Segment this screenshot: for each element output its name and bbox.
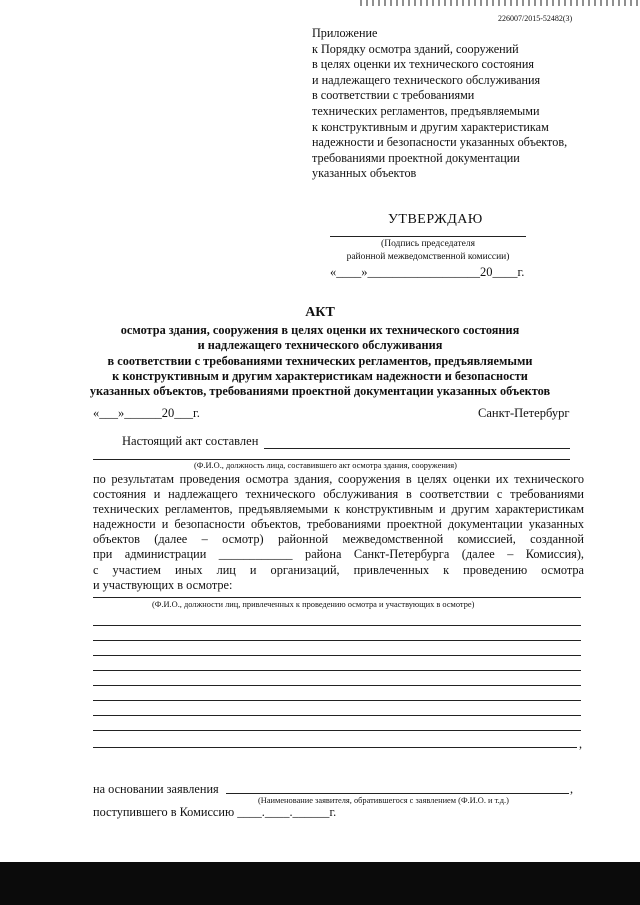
act-date: «___»______20___г. (93, 406, 200, 420)
basis-comma: , (570, 782, 574, 796)
appendix-line: технических регламентов, предъявляемыми (312, 103, 540, 118)
applicant-caption: (Наименование заявителя, обратившегося с заявлением (Ф.И.О. и т.д.) (258, 796, 509, 805)
appendix-line: Приложение (312, 26, 378, 40)
appendix-line: указанных объектов (312, 166, 417, 181)
approval-date: «____»__________________20____г. (330, 265, 525, 279)
heading-line: к конструктивным и другим характеристикам надежности и безопасности (112, 368, 528, 383)
body-line: с участием иных лиц и организаций, привлеченных к проведению осмотра (93, 562, 584, 577)
heading-line: и надлежащего технического обслуживания (197, 338, 443, 353)
appendix-line: в целях оценки их технического состояния (312, 57, 534, 72)
city: Санкт-Петербург (478, 406, 570, 420)
appendix-block (312, 26, 612, 182)
scan-top-edge (360, 0, 640, 6)
body-line: состояния и надлежащего технического обслуживания в соответствии с требованиями (93, 487, 584, 502)
participants-field-line (93, 655, 581, 656)
signature-caption (330, 238, 526, 263)
scan-bottom-bar (0, 862, 640, 905)
appendix-line: к Порядку осмотра зданий, сооружений (312, 41, 519, 56)
appendix-line: надежности и безопасности указанных объектов, (312, 135, 568, 150)
participants-field-line (93, 625, 581, 626)
document-id: 226007/2015-52482(3) (498, 14, 573, 23)
composer-field-line-2 (93, 459, 570, 460)
signature-caption-line: (Подпись председателя (381, 239, 475, 249)
participants-field-line (93, 597, 581, 598)
appendix-line: и надлежащего технического обслуживания (312, 72, 541, 87)
received-line: поступившего в Комиссию ____.____.______г. (93, 805, 337, 819)
approve-title: УТВЕРЖДАЮ (388, 212, 483, 227)
body-line: при администрации ____________ района Санкт-Петербурга (далее – Комиссия), (93, 547, 584, 562)
heading-line: осмотра здания, сооружения в целях оценки их технического состояния (120, 323, 520, 338)
participants-field-line (93, 670, 581, 671)
appendix-line: в соответствии с требованиями (312, 88, 475, 103)
appendix-line: требованиями проектной документации (312, 150, 520, 165)
body-line: технических регламентов, предъявляемыми к конструктивным и другим характеристикам (93, 502, 584, 517)
heading-line: указанных объектов, требованиями проектной документации указанных объектов (89, 384, 551, 399)
act-title: АКТ (305, 305, 335, 320)
signature-line (330, 236, 526, 237)
participants-field-line (93, 747, 577, 748)
basis-label: на основании заявления (93, 782, 219, 796)
participants-field-line (93, 640, 581, 641)
body-line: надежности и безопасности объектов, требованиями проектной документации указанных (93, 517, 584, 532)
participants-caption: (Ф.И.О., должности лиц, привлеченных к проведению осмотра и участвующих в осмотре) (152, 600, 475, 609)
heading-line: в соответствии с требованиями технических регламентов, предъявляемыми (107, 353, 533, 368)
body-line: и участвующих в осмотре: (93, 577, 233, 592)
signature-caption-line: районной межведомственной комиссии) (346, 251, 510, 262)
participants-field-line (93, 715, 581, 716)
body-line: объектов (далее – осмотр) районной межведомственной комиссией, созданной (93, 532, 584, 547)
composer-field-line (264, 448, 570, 449)
body-paragraph (93, 472, 584, 593)
applicant-field-line (226, 793, 569, 794)
participants-comma: , (579, 737, 583, 751)
participants-field-line (93, 730, 581, 731)
participants-field-line (93, 700, 581, 701)
act-heading (20, 305, 620, 399)
composed-label: Настоящий акт составлен (122, 434, 259, 448)
composer-caption: (Ф.И.О., должность лица, составившего акт осмотра здания, сооружения) (194, 461, 457, 470)
body-line: по результатам проведения осмотра здания, сооружения в целях оценки их технического (93, 472, 584, 486)
participants-field-line (93, 685, 581, 686)
appendix-line: к конструктивным и другим характеристикам (312, 119, 549, 134)
